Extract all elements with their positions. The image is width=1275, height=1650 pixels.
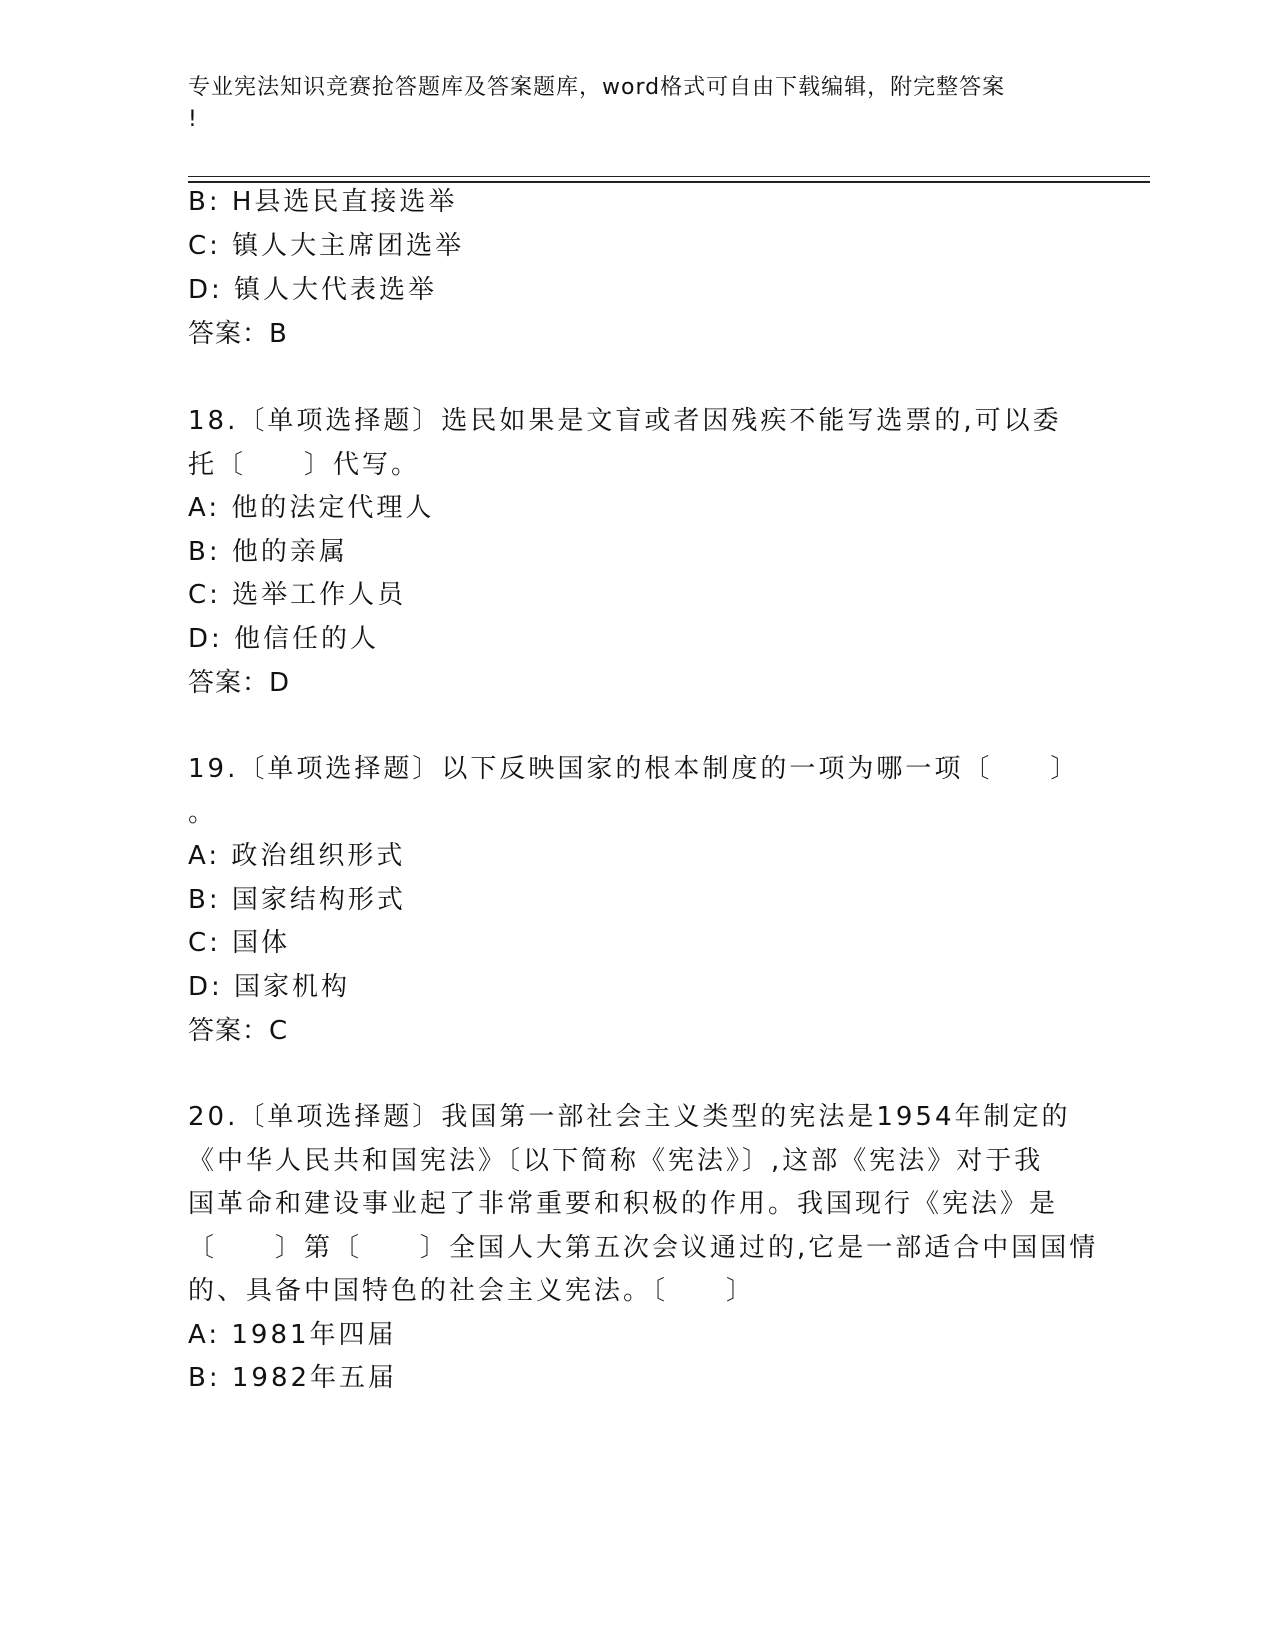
q19-stem-line-1: 19.〔单项选择题〕以下反映国家的根本制度的一项为哪一项〔 〕	[188, 754, 1080, 784]
q18-stem-line-2: 托〔 〕代写。	[188, 450, 421, 480]
header-title-continuation: !	[188, 107, 198, 132]
document-header	[188, 72, 1068, 136]
q19-option-a: A: 政治组织形式	[188, 841, 406, 871]
q19-answer: 答案：C	[188, 1016, 289, 1046]
q20-stem-line-1: 20.〔单项选择题〕我国第一部社会主义类型的宪法是1954年制定的	[188, 1102, 1071, 1132]
header-divider-thick	[188, 181, 1150, 183]
q18-option-b: B: 他的亲属	[188, 537, 348, 567]
q20-option-a: A: 1981年四届	[188, 1320, 397, 1350]
q17-option-c: C: 镇人大主席团选举	[188, 231, 465, 261]
q20-stem-line-3: 国革命和建设事业起了非常重要和积极的作用。我国现行《宪法》是	[188, 1189, 1059, 1219]
header-divider-thin	[188, 176, 1150, 177]
q20-stem-line-2: 《中华人民共和国宪法》〔以下简称《宪法》〕,这部《宪法》对于我	[188, 1146, 1044, 1176]
q19-option-d: D: 国家机构	[188, 972, 351, 1002]
q18-option-d: D: 他信任的人	[188, 624, 380, 654]
q19-option-c: C: 国体	[188, 928, 291, 958]
q18-option-c: C: 选举工作人员	[188, 580, 407, 610]
q20-stem-line-4: 〔 〕第〔 〕全国人大第五次会议通过的,它是一部适合中国国情	[188, 1233, 1099, 1263]
q18-answer: 答案：D	[188, 668, 291, 698]
q17-option-b: B: H县选民直接选举	[188, 187, 458, 217]
q18-stem-line-1: 18.〔单项选择题〕选民如果是文盲或者因残疾不能写选票的,可以委	[188, 406, 1062, 436]
q17-option-d: D: 镇人大代表选举	[188, 275, 438, 305]
header-title-line: 专业宪法知识竞赛抢答题库及答案题库，word格式可自由下载编辑，附完整答案	[188, 75, 1006, 100]
q18-option-a: A: 他的法定代理人	[188, 493, 435, 523]
q19-option-b: B: 国家结构形式	[188, 885, 406, 915]
q17-answer: 答案：B	[188, 319, 288, 349]
q19-stem-line-2: 。	[188, 798, 218, 828]
q20-stem-line-5: 的、具备中国特色的社会主义宪法。〔 〕	[188, 1276, 756, 1306]
q20-option-b: B: 1982年五届	[188, 1363, 398, 1393]
